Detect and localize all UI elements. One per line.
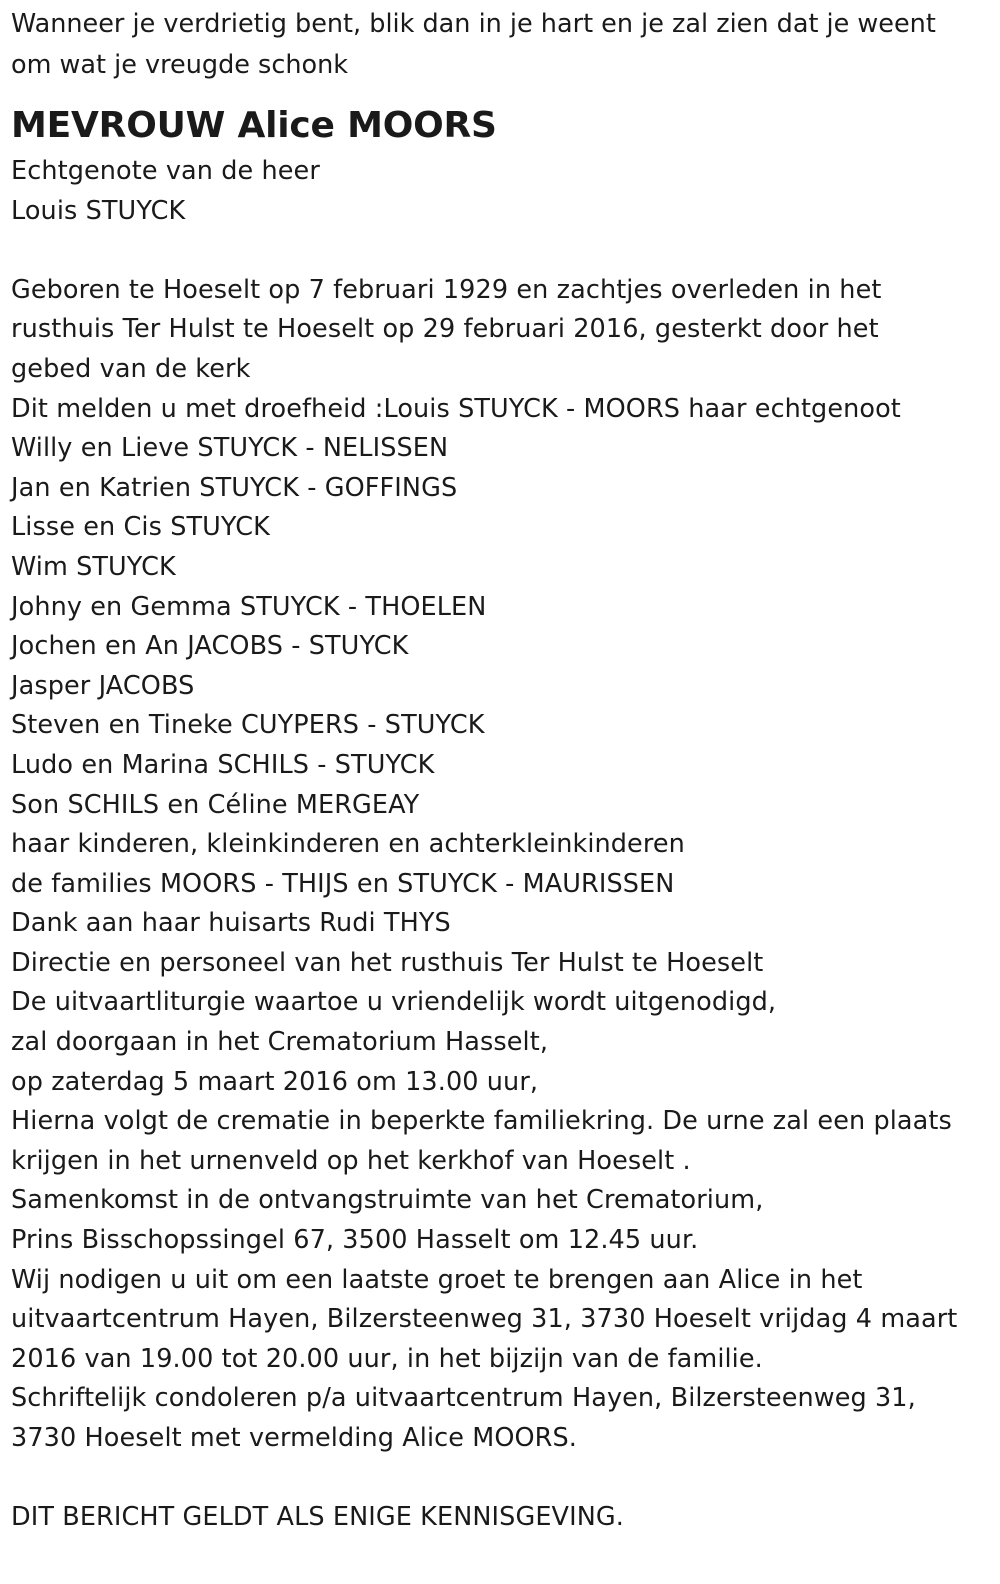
body-line: Prins Bisschopssingel 67, 3500 Hasselt om 12.45 uur. (11, 1225, 699, 1256)
spouse-block (11, 152, 990, 231)
body-line: Jan en Katrien STUYCK - GOFFINGS (11, 472, 458, 503)
body-line: gebed van de kerk (11, 353, 251, 384)
body-line: rusthuis Ter Hulst te Hoeselt op 29 februari 2016, gesterkt door het (11, 314, 879, 345)
body-line: zal doorgaan in het Crematorium Hasselt, (11, 1027, 549, 1058)
body-line: Samenkomst in de ontvangstruimte van het Crematorium, (11, 1185, 764, 1216)
body-line: Jasper JACOBS (11, 670, 195, 701)
body-line: Geboren te Hoeselt op 7 februari 1929 en zachtjes overleden in het (11, 274, 882, 305)
body-line: Son SCHILS en Céline MERGEAY (11, 789, 420, 820)
spacer (11, 1459, 990, 1499)
body-line: uitvaartcentrum Hayen, Bilzersteenweg 31, 3730 Hoeselt vrijdag 4 maart (11, 1304, 958, 1335)
body-line: Jochen en An JACOBS - STUYCK (11, 631, 409, 662)
body-line: De uitvaartliturgie waartoe u vriendelijk wordt uitgenodigd, (11, 987, 777, 1018)
quote-line-1: Wanneer je verdrietig bent, blik dan in je hart en je zal zien dat je weent (11, 9, 936, 39)
body-line: Wij nodigen u uit om een laatste groet te brengen aan Alice in het (11, 1264, 863, 1295)
body-line: 2016 van 19.00 tot 20.00 uur, in het bijzijn van de familie. (11, 1343, 763, 1374)
spouse-line-2: Louis STUYCK (11, 195, 186, 226)
body-line: Lisse en Cis STUYCK (11, 512, 270, 543)
body-line: Willy en Lieve STUYCK - NELISSEN (11, 433, 449, 464)
closing-notice: DIT BERICHT GELDT ALS ENIGE KENNISGEVING. (11, 1502, 624, 1533)
spacer (11, 231, 990, 271)
opening-quote (11, 4, 990, 86)
body-line: Steven en Tineke CUYPERS - STUYCK (11, 710, 485, 741)
deceased-name: MEVROUW Alice MOORS (11, 105, 497, 146)
body-line: Dit melden u met droefheid :Louis STUYCK - MOORS haar echtgenoot (11, 393, 901, 424)
body-line: Ludo en Marina SCHILS - STUYCK (11, 749, 435, 780)
body-line: Wim STUYCK (11, 551, 176, 582)
body-line: 3730 Hoeselt met vermelding Alice MOORS. (11, 1423, 577, 1453)
spouse-line-1: Echtgenote van de heer (11, 156, 320, 186)
body-line: Hierna volgt de crematie in beperkte familiekring. De urne zal een plaats (11, 1106, 952, 1137)
body-line: krijgen in het urnenveld op het kerkhof van Hoeselt . (11, 1145, 691, 1176)
quote-line-2: om wat je vreugde schonk (11, 50, 349, 80)
obituary-body (11, 271, 990, 1459)
body-line: Johny en Gemma STUYCK - THOELEN (11, 591, 487, 622)
body-line: op zaterdag 5 maart 2016 om 13.00 uur, (11, 1066, 539, 1097)
body-line: Directie en personeel van het rusthuis Ter Hulst te Hoeselt (11, 947, 764, 978)
body-line: haar kinderen, kleinkinderen en achterkleinkinderen (11, 829, 685, 860)
body-line: Dank aan haar huisarts Rudi THYS (11, 908, 451, 939)
body-line: de families MOORS - THIJS en STUYCK - MAURISSEN (11, 868, 675, 899)
body-line: Schriftelijk condoleren p/a uitvaartcentrum Hayen, Bilzersteenweg 31, (11, 1383, 916, 1414)
